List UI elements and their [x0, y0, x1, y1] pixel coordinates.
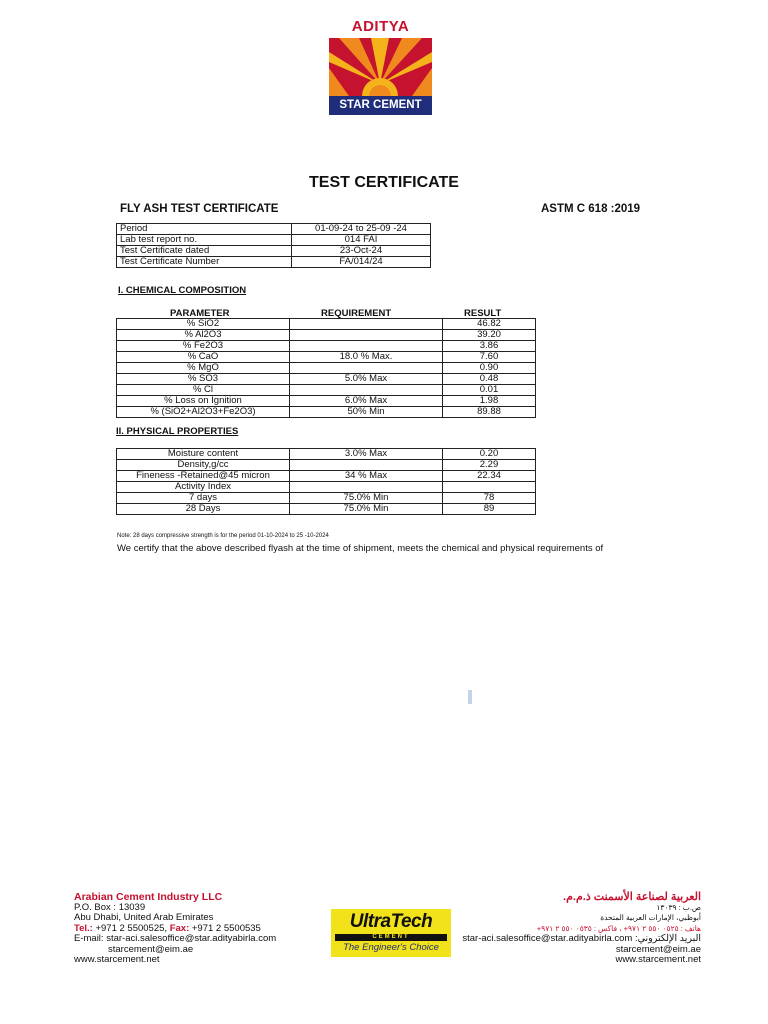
- certificate-info-table: [116, 223, 431, 268]
- footer-email-arabic: star-aci.salesoffice@star.adityabirla.com :البريد الإلكتروني: [462, 933, 701, 944]
- ultratech-name: UltraTech: [349, 911, 433, 932]
- requirement-cell: 34 % Max: [290, 471, 443, 482]
- page-title: TEST CERTIFICATE: [309, 174, 459, 191]
- footer-company-name-arabic: العربية لصناعة الأسمنت ذ.م.م.: [563, 891, 701, 903]
- ultratech-band: CEMENT: [335, 934, 447, 941]
- footer-website: www.starcement.net: [74, 954, 160, 965]
- ultratech-tagline: The Engineer's Choice: [343, 942, 439, 953]
- table-row: [117, 385, 536, 396]
- result-cell: 39.20: [443, 330, 536, 341]
- table-row: [117, 460, 536, 471]
- parameter-cell: % CaO: [117, 352, 290, 363]
- parameter-cell: 7 days: [117, 493, 290, 504]
- requirement-cell: [290, 482, 443, 493]
- result-cell: 22.34: [443, 471, 536, 482]
- parameter-cell: % Cl: [117, 385, 290, 396]
- logo-bottom-text: STAR CEMENT: [329, 96, 432, 115]
- table-row: [117, 319, 536, 330]
- requirement-cell: 6.0% Max: [290, 396, 443, 407]
- table-row: [117, 493, 536, 504]
- requirement-cell: [290, 330, 443, 341]
- info-label: Test Certificate Number: [117, 257, 292, 268]
- requirement-cell: [290, 363, 443, 374]
- parameter-cell: % Al2O3: [117, 330, 290, 341]
- info-row: [117, 257, 431, 268]
- result-cell: 2.29: [443, 460, 536, 471]
- info-value: 014 FAI: [292, 235, 431, 246]
- footer-email-secondary-arabic: starcement@eim.ae: [615, 943, 701, 955]
- table-row: [117, 504, 536, 515]
- table-row: [117, 407, 536, 418]
- result-cell: 0.20: [443, 449, 536, 460]
- logo-top-text: ADITYA: [351, 18, 410, 35]
- table-row: [117, 396, 536, 407]
- result-cell: 0.48: [443, 374, 536, 385]
- column-header-result: RESULT: [464, 308, 502, 319]
- parameter-cell: % SiO2: [117, 319, 290, 330]
- info-value: FA/014/24: [292, 257, 431, 268]
- column-header-requirement: REQUIREMENT: [321, 308, 392, 319]
- table-row: [117, 352, 536, 363]
- requirement-cell: [290, 385, 443, 396]
- table-row: [117, 341, 536, 352]
- info-row: [117, 224, 431, 235]
- footer-email-secondary: starcement@eim.ae: [108, 943, 194, 955]
- requirement-cell: 75.0% Min: [290, 504, 443, 515]
- footer-company-name: Arabian Cement Industry LLC: [74, 891, 223, 903]
- fax-number: +971 2 5500535: [189, 922, 261, 934]
- requirement-cell: [290, 319, 443, 330]
- requirement-cell: [290, 341, 443, 352]
- requirement-cell: [290, 460, 443, 471]
- result-cell: 89.88: [443, 407, 536, 418]
- footer-email: E-mail: star-aci.salesoffice@star.adityabirla.com: [74, 933, 277, 944]
- parameter-cell: 28 Days: [117, 504, 290, 515]
- info-row: [117, 235, 431, 246]
- result-cell: 89: [443, 504, 536, 515]
- tel-number: +971 2 5500525,: [92, 922, 170, 934]
- info-label: Test Certificate dated: [117, 246, 292, 257]
- info-value: 01-09-24 to 25-09 -24: [292, 224, 431, 235]
- parameter-cell: % (SiO2+Al2O3+Fe2O3): [117, 407, 290, 418]
- certificate-subtitle: FLY ASH TEST CERTIFICATE: [120, 203, 279, 215]
- parameter-cell: % Loss on Ignition: [117, 396, 290, 407]
- tel-label: Tel.:: [74, 922, 93, 934]
- result-cell: 78: [443, 493, 536, 504]
- info-label: Lab test report no.: [117, 235, 292, 246]
- table-row: [117, 471, 536, 482]
- chemical-composition-table: [116, 318, 536, 418]
- info-label: Period: [117, 224, 292, 235]
- table-row: [117, 449, 536, 460]
- info-row: [117, 246, 431, 257]
- certification-statement: We certify that the above described flyash at the time of shipment, meets the chemical and physical requirements of: [117, 543, 604, 554]
- sun-emblem-icon: [329, 38, 432, 96]
- physical-properties-heading: II. PHYSICAL PROPERTIES: [116, 426, 239, 437]
- footer-phone-arabic: هاتف : ٠٥٢٥ ٥٥٠ ٢ ٩٧١+ ، فاكس : ٠٥٣٥ ٥٥٠ ٢ ٩٧١+: [536, 923, 701, 933]
- parameter-cell: Activity Index: [117, 482, 290, 493]
- footer-website-arabic: www.starcement.net: [615, 954, 701, 965]
- requirement-cell: 75.0% Min: [290, 493, 443, 504]
- column-header-parameter: PARAMETER: [170, 308, 230, 319]
- footer-city-arabic: أبوظبي، الإمارات العربية المتحدة: [600, 913, 701, 922]
- requirement-cell: 3.0% Max: [290, 449, 443, 460]
- footer-contact-arabic: [462, 892, 701, 966]
- parameter-cell: % Fe2O3: [117, 341, 290, 352]
- result-cell: 7.60: [443, 352, 536, 363]
- aditya-birla-logo: [329, 18, 432, 115]
- table-row: [117, 374, 536, 385]
- physical-properties-table: [116, 448, 536, 515]
- astm-standard: ASTM C 618 :2019: [541, 203, 641, 215]
- footer-contact-english: [74, 892, 276, 966]
- parameter-cell: Density,g/cc: [117, 460, 290, 471]
- requirement-cell: 50% Min: [290, 407, 443, 418]
- requirement-cell: 5.0% Max: [290, 374, 443, 385]
- scan-mark: [468, 690, 472, 704]
- footer-po-box-arabic: ص.ب : ١٣٠٣٩: [656, 902, 701, 912]
- table-row: [117, 363, 536, 374]
- ultratech-logo: [331, 909, 451, 957]
- result-cell: [443, 482, 536, 493]
- parameter-cell: % SO3: [117, 374, 290, 385]
- result-cell: 0.01: [443, 385, 536, 396]
- footer-po-box: P.O. Box : 13039: [74, 901, 146, 913]
- note-text: Note: 28 days compressive strength is for the period 01-10-2024 to 25 -10-2024: [117, 533, 329, 539]
- info-value: 23-Oct-24: [292, 246, 431, 257]
- chemical-composition-heading: I. CHEMICAL COMPOSITION: [118, 285, 247, 296]
- table-row: [117, 330, 536, 341]
- requirement-cell: 18.0 % Max.: [290, 352, 443, 363]
- parameter-cell: Fineness -Retained@45 micron: [117, 471, 290, 482]
- parameter-cell: Moisture content: [117, 449, 290, 460]
- parameter-cell: % MgO: [117, 363, 290, 374]
- footer-city: Abu Dhabi, United Arab Emirates: [74, 912, 214, 923]
- result-cell: 3.86: [443, 341, 536, 352]
- result-cell: 46.82: [443, 319, 536, 330]
- result-cell: 1.98: [443, 396, 536, 407]
- fax-label: Fax:: [169, 922, 190, 934]
- table-row: [117, 482, 536, 493]
- result-cell: 0.90: [443, 363, 536, 374]
